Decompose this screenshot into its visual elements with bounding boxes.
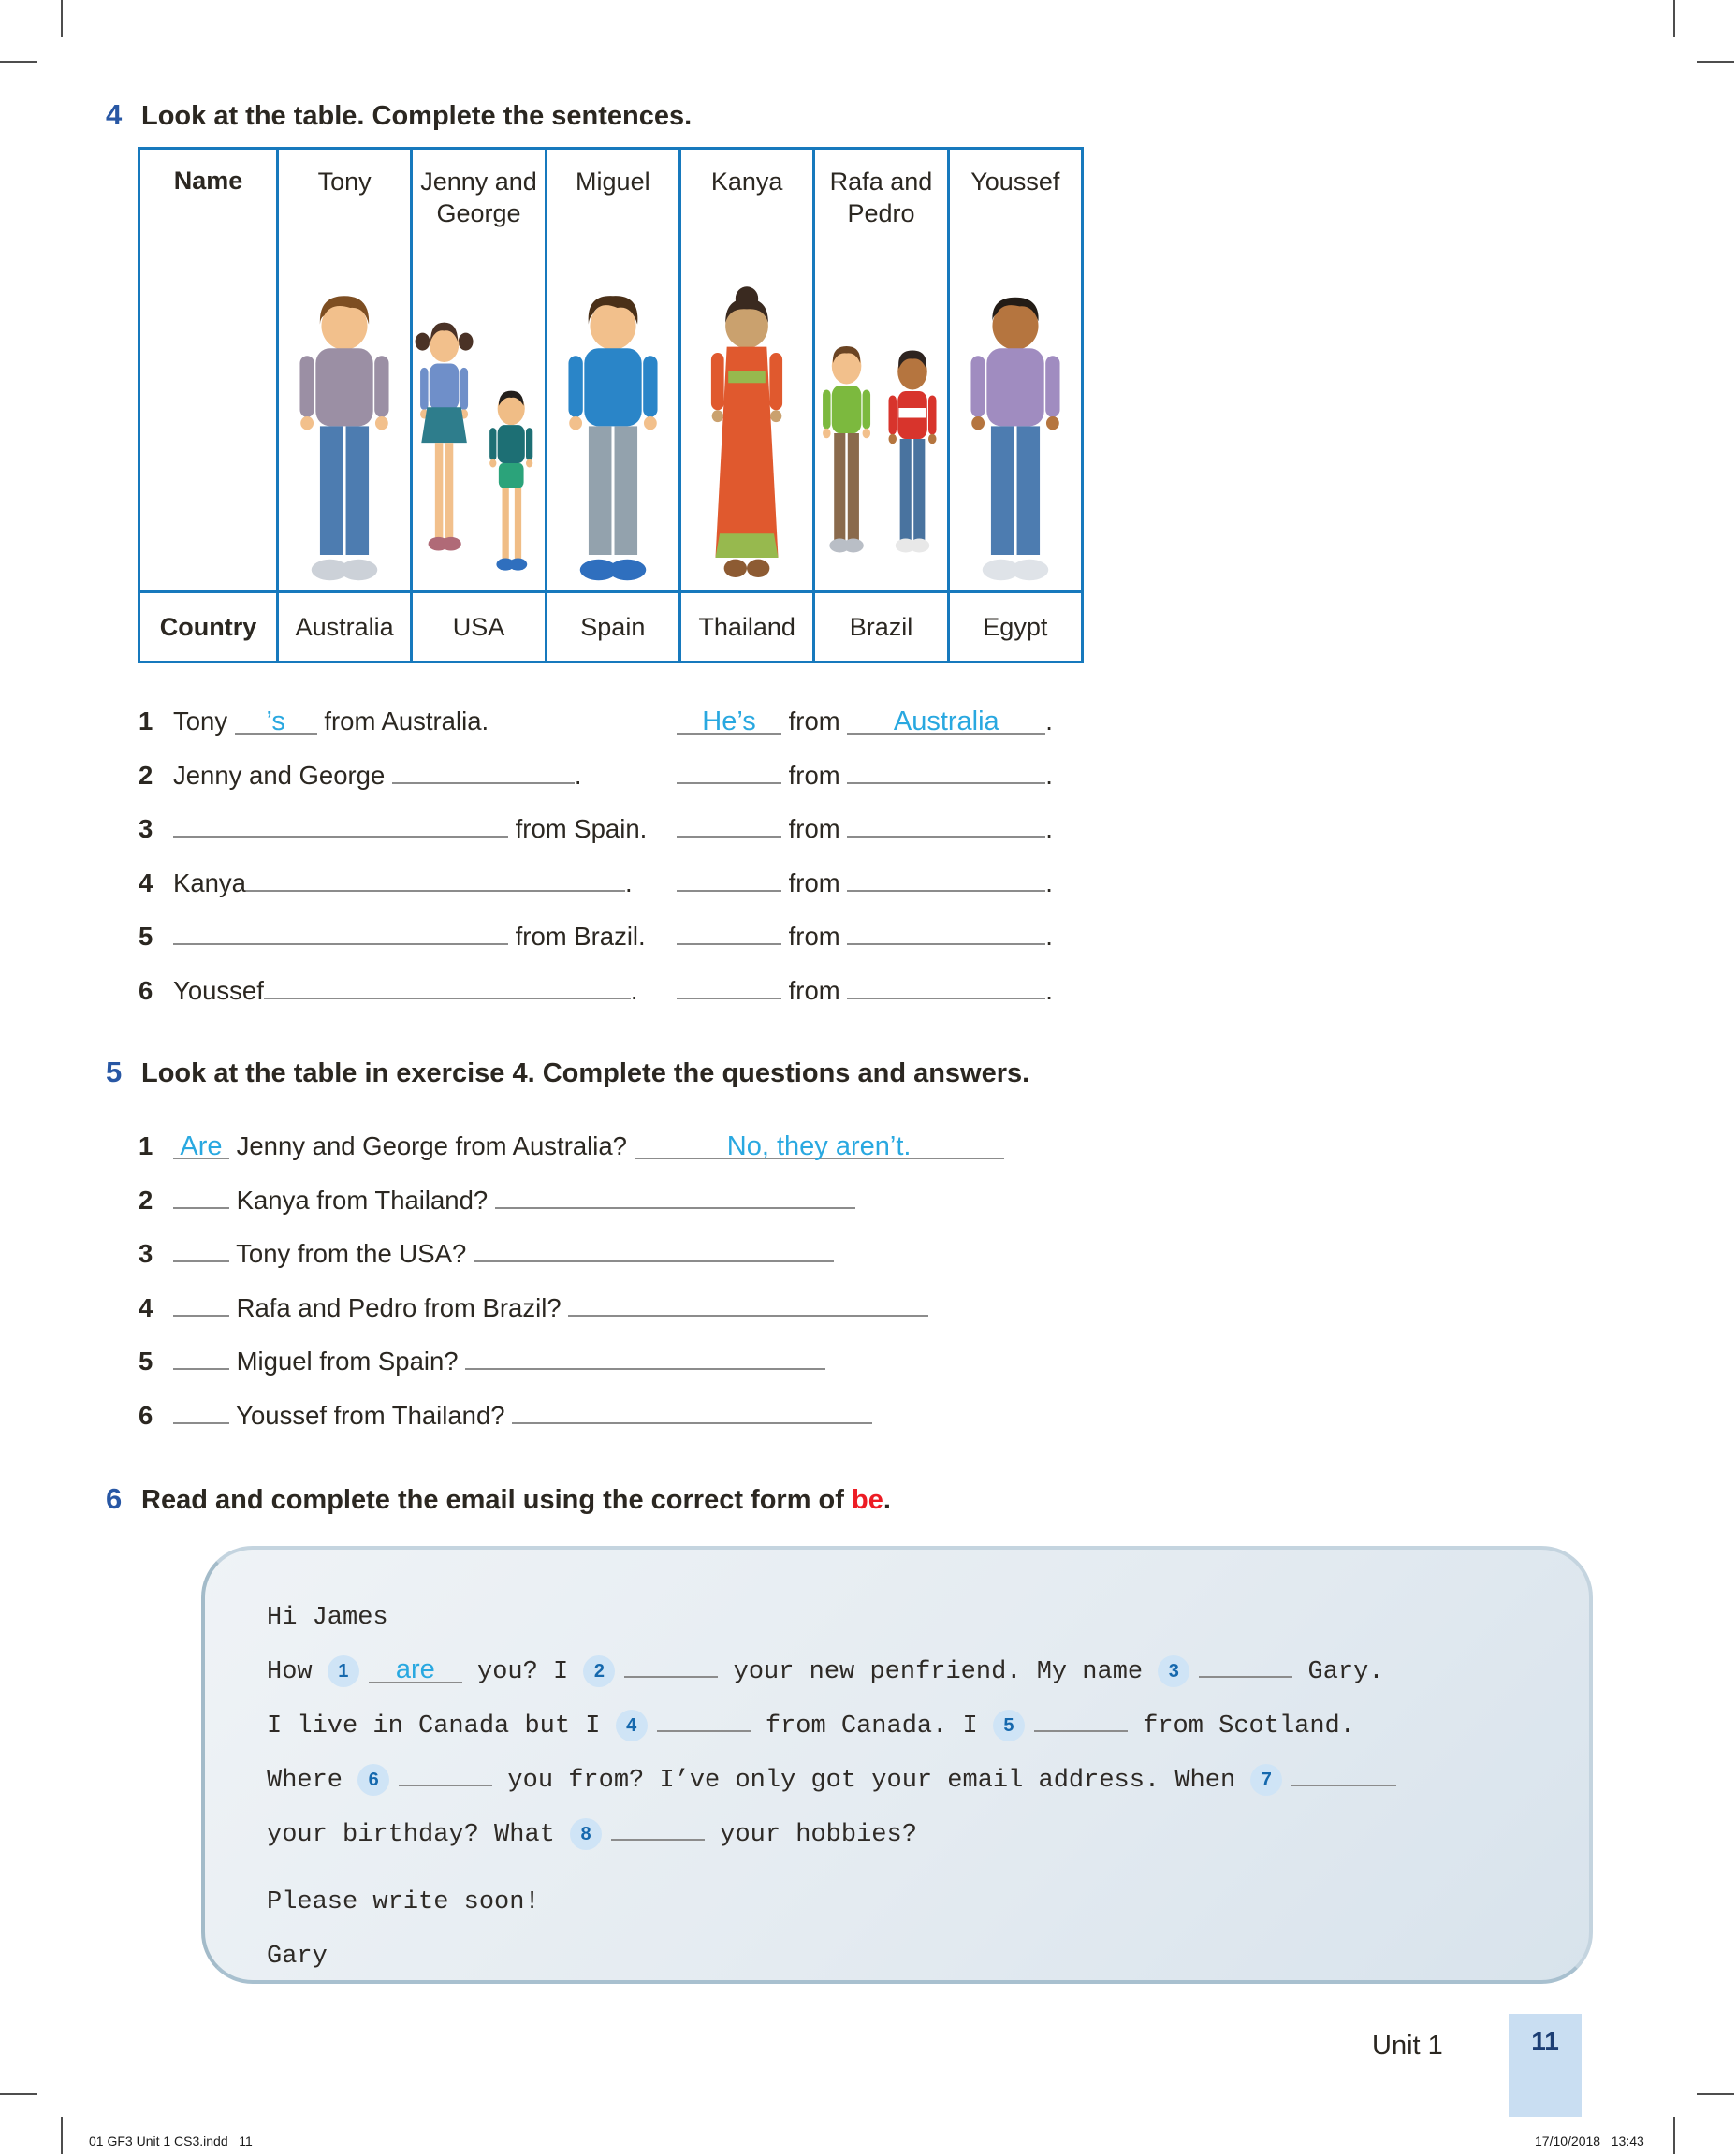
exercise4-number: 4 bbox=[106, 98, 123, 131]
period: . bbox=[630, 975, 638, 1005]
item-number: 4 bbox=[139, 867, 153, 897]
table-cell-youssef bbox=[948, 149, 1082, 592]
sentence-right-part bbox=[677, 749, 1053, 803]
exercise6-heading bbox=[106, 1482, 891, 1516]
ex4-s1-left-blank[interactable]: ’s bbox=[235, 707, 317, 735]
crop-mark bbox=[61, 2117, 63, 2154]
period: . bbox=[1045, 814, 1053, 843]
sentence-text: from Spain. bbox=[515, 814, 648, 843]
crop-mark bbox=[1673, 0, 1675, 37]
gap-7 bbox=[1250, 1767, 1396, 1795]
period: . bbox=[1045, 922, 1053, 951]
ex5-q6-blank[interactable] bbox=[173, 1422, 229, 1424]
gap-3 bbox=[1158, 1658, 1292, 1686]
question-text: Miguel from Spain? bbox=[236, 1347, 459, 1377]
unit-label: Unit 1 bbox=[1372, 2031, 1443, 2061]
ex4-s4-right-blank2[interactable] bbox=[847, 890, 1045, 892]
email-text: I live in Canada but I bbox=[267, 1712, 601, 1741]
ex5-a3-blank[interactable] bbox=[474, 1260, 834, 1262]
ex5-a4-blank[interactable] bbox=[568, 1315, 928, 1317]
email-closing: Please write soon! bbox=[267, 1888, 540, 1916]
gap-5 bbox=[993, 1712, 1128, 1741]
item-number: 3 bbox=[139, 1239, 153, 1269]
crop-mark bbox=[0, 61, 37, 63]
period: . bbox=[574, 760, 582, 790]
email-line-1 bbox=[267, 1645, 1589, 1699]
question-row-3 bbox=[139, 1227, 1636, 1281]
gap-2-number: 2 bbox=[583, 1655, 615, 1687]
gap-4 bbox=[616, 1712, 751, 1741]
exercise6-number: 6 bbox=[106, 1482, 123, 1515]
gap-1 bbox=[328, 1654, 462, 1686]
email-signature: Gary bbox=[267, 1943, 328, 1971]
table-cell-kanya bbox=[679, 149, 813, 592]
ex4-s2-right-blank2[interactable] bbox=[847, 782, 1045, 784]
question-text: Tony from the USA? bbox=[236, 1239, 467, 1269]
gap-6-blank[interactable] bbox=[399, 1785, 492, 1786]
question-row-5 bbox=[139, 1334, 1636, 1389]
exercise5-number: 5 bbox=[106, 1056, 123, 1088]
person-name: Jenny and George bbox=[420, 168, 537, 227]
table-cell-rafa-pedro bbox=[814, 149, 948, 592]
question-text: Kanya from Thailand? bbox=[236, 1185, 489, 1215]
sentence-text: from Brazil. bbox=[515, 922, 646, 951]
question-row-6 bbox=[139, 1389, 1636, 1443]
page-number: 11 bbox=[1531, 2027, 1559, 2056]
ex4-s2-right-blank1[interactable] bbox=[677, 782, 781, 784]
ex5-q1-blank[interactable]: Are bbox=[173, 1132, 229, 1159]
gap-8-number: 8 bbox=[570, 1818, 602, 1850]
crop-mark bbox=[61, 0, 63, 37]
youssef-illustration bbox=[951, 285, 1080, 585]
rafa-and-pedro-illustration bbox=[817, 304, 944, 585]
question-row-2 bbox=[139, 1173, 1636, 1228]
ex5-q5-blank[interactable] bbox=[173, 1368, 229, 1370]
sentence-text: from bbox=[788, 814, 840, 843]
sentence-row-6 bbox=[139, 964, 1636, 1018]
email-text: your new penfriend. My name bbox=[733, 1658, 1144, 1686]
sentence-row-2 bbox=[139, 749, 1636, 803]
period: . bbox=[1045, 760, 1053, 790]
exercise5-title: Look at the table in exercise 4. Complete the questions and answers. bbox=[141, 1058, 1030, 1088]
crop-mark bbox=[1673, 2117, 1675, 2154]
person-name: Youssef bbox=[970, 168, 1060, 196]
jenny-and-george-illustration bbox=[415, 312, 542, 585]
sentence-row-4 bbox=[139, 856, 1636, 910]
ex4-s6-left-blank[interactable] bbox=[264, 998, 631, 999]
sentence-text: from bbox=[788, 867, 840, 897]
ex5-q3-blank[interactable] bbox=[173, 1260, 229, 1262]
gap-2 bbox=[583, 1658, 718, 1686]
person-name: Miguel bbox=[576, 168, 650, 196]
sentence-text: Tony bbox=[173, 707, 228, 736]
question-text: Youssef from Thailand? bbox=[236, 1400, 505, 1430]
gap-6-number: 6 bbox=[357, 1764, 389, 1796]
country-thailand: Thailand bbox=[679, 592, 813, 663]
country-egypt: Egypt bbox=[948, 592, 1082, 663]
email-text: your hobbies? bbox=[720, 1821, 917, 1849]
gap-8-blank[interactable] bbox=[611, 1839, 705, 1841]
ex5-a5-blank[interactable] bbox=[465, 1368, 825, 1370]
item-number: 4 bbox=[139, 1292, 153, 1322]
gap-4-blank[interactable] bbox=[657, 1730, 751, 1732]
item-number: 1 bbox=[139, 1131, 153, 1160]
period: . bbox=[1045, 975, 1053, 1005]
exercise4-heading bbox=[106, 98, 692, 132]
item-number: 6 bbox=[139, 975, 153, 1005]
ex4-s5-right-blank2[interactable] bbox=[847, 943, 1045, 945]
sentence-text: Jenny and George bbox=[173, 760, 386, 790]
item-number: 6 bbox=[139, 1400, 153, 1430]
sentence-right-part bbox=[677, 802, 1053, 856]
gap-1-blank[interactable]: are bbox=[369, 1655, 462, 1683]
ex4-s3-left-blank[interactable] bbox=[173, 836, 508, 838]
email-greeting: Hi James bbox=[267, 1604, 388, 1632]
ex4-s3-right-blank1[interactable] bbox=[677, 836, 781, 838]
ex4-s6-right-blank2[interactable] bbox=[847, 998, 1045, 999]
tony-illustration bbox=[280, 285, 409, 585]
item-number: 2 bbox=[139, 1185, 153, 1215]
ex4-s6-right-blank1[interactable] bbox=[677, 998, 781, 999]
sentence-text: Youssef bbox=[173, 975, 264, 1005]
gap-3-number: 3 bbox=[1158, 1655, 1189, 1687]
crop-mark bbox=[1697, 61, 1734, 63]
email-text: from Scotland. bbox=[1143, 1712, 1355, 1741]
exercise6-title: Read and complete the email using the correct form of be. bbox=[141, 1485, 891, 1515]
sentence-text: from bbox=[788, 975, 840, 1005]
sentence-row-1 bbox=[139, 694, 1636, 749]
question-row-4 bbox=[139, 1281, 1636, 1335]
crop-mark bbox=[0, 2093, 37, 2095]
period: . bbox=[624, 867, 633, 897]
sentence-right-part bbox=[677, 856, 1053, 910]
ex5-q2-blank[interactable] bbox=[173, 1207, 229, 1209]
question-text: Jenny and George from Australia? bbox=[236, 1131, 627, 1160]
table-cell-miguel bbox=[546, 149, 679, 592]
question-text: Rafa and Pedro from Brazil? bbox=[236, 1292, 562, 1322]
table-cell-tony bbox=[278, 149, 412, 592]
email-text: Where bbox=[267, 1767, 343, 1795]
item-number: 5 bbox=[139, 1347, 153, 1377]
person-name: Kanya bbox=[710, 168, 783, 196]
miguel-illustration bbox=[548, 285, 678, 585]
person-name: Rafa and Pedro bbox=[829, 168, 933, 227]
sentence-row-5 bbox=[139, 910, 1636, 964]
sentence-text: from bbox=[788, 760, 840, 790]
email-text: you from? I’ve only got your email address. When bbox=[507, 1767, 1236, 1795]
gap-4-number: 4 bbox=[616, 1710, 648, 1741]
ex4-s5-right-blank1[interactable] bbox=[677, 943, 781, 945]
sentence-text: from Australia. bbox=[324, 707, 489, 736]
sentence-text: from bbox=[788, 922, 840, 951]
email-text: from Canada. I bbox=[765, 1712, 978, 1741]
gap-5-number: 5 bbox=[993, 1710, 1025, 1741]
ex4-s3-right-blank2[interactable] bbox=[847, 836, 1045, 838]
question-row-1 bbox=[139, 1119, 1636, 1173]
exercise5-items bbox=[139, 1119, 1636, 1443]
person-name: Tony bbox=[317, 168, 372, 196]
imprint-filename: 01 GF3 Unit 1 CS3.indd 11 bbox=[89, 2134, 253, 2149]
email-box bbox=[201, 1546, 1593, 1984]
email-text: you? I bbox=[477, 1658, 569, 1686]
item-number: 1 bbox=[139, 707, 153, 736]
ex4-s1-right-blank1[interactable]: He’s bbox=[677, 707, 781, 735]
exercise4-sentences bbox=[139, 694, 1636, 1017]
sentence-text: from bbox=[788, 707, 840, 736]
ex5-q4-blank[interactable] bbox=[173, 1315, 229, 1317]
email-line-4 bbox=[267, 1808, 1589, 1862]
gap-7-blank[interactable] bbox=[1291, 1785, 1396, 1786]
gap-3-blank[interactable] bbox=[1199, 1676, 1292, 1678]
ex5-a6-blank[interactable] bbox=[512, 1422, 872, 1424]
ex4-s1-right-blank2[interactable]: Australia bbox=[847, 707, 1045, 735]
email-text: How bbox=[267, 1658, 313, 1686]
ex4-s5-left-blank[interactable] bbox=[173, 943, 508, 945]
ex5-a2-blank[interactable] bbox=[495, 1207, 855, 1209]
table-cell-jenny-george bbox=[412, 149, 546, 592]
sentence-row-3 bbox=[139, 802, 1636, 856]
kanya-illustration bbox=[687, 284, 807, 585]
sentence-right-part bbox=[677, 964, 1053, 1018]
email-line-2 bbox=[267, 1699, 1589, 1754]
email-text: your birthday? What bbox=[267, 1821, 555, 1849]
ex5-a1-blank[interactable]: No, they aren’t. bbox=[635, 1132, 1004, 1159]
gap-1-number: 1 bbox=[328, 1655, 359, 1687]
gap-2-blank[interactable] bbox=[624, 1676, 718, 1678]
gap-8 bbox=[570, 1821, 705, 1849]
email-text: Gary. bbox=[1307, 1658, 1384, 1686]
country-brazil: Brazil bbox=[814, 592, 948, 663]
gap-7-number: 7 bbox=[1250, 1764, 1282, 1796]
gap-6 bbox=[357, 1767, 492, 1795]
exercise4-title: Look at the table. Complete the sentences. bbox=[141, 101, 693, 131]
country-usa: USA bbox=[412, 592, 546, 663]
sentence-text: Kanya bbox=[173, 867, 246, 897]
ex4-s2-left-blank[interactable] bbox=[392, 782, 575, 784]
period: . bbox=[1045, 707, 1053, 736]
crop-mark bbox=[1697, 2093, 1734, 2095]
sentence-right-part bbox=[677, 910, 1053, 964]
exercise5-heading bbox=[106, 1056, 1029, 1089]
gap-5-blank[interactable] bbox=[1034, 1730, 1128, 1732]
page-number-tab bbox=[1509, 2014, 1582, 2117]
imprint-datetime: 17/10/2018 13:43 bbox=[1535, 2134, 1644, 2149]
sentence-right-part bbox=[677, 694, 1053, 749]
ex4-s4-right-blank1[interactable] bbox=[677, 890, 781, 892]
item-number: 3 bbox=[139, 814, 153, 843]
table-name-header: Name bbox=[139, 149, 278, 592]
email-line-3 bbox=[267, 1754, 1589, 1808]
country-australia: Australia bbox=[278, 592, 412, 663]
people-table bbox=[138, 147, 1084, 663]
item-number: 2 bbox=[139, 760, 153, 790]
period: . bbox=[1045, 867, 1053, 897]
be-highlight: be bbox=[851, 1485, 883, 1515]
ex4-s4-left-blank[interactable] bbox=[246, 890, 625, 892]
country-spain: Spain bbox=[546, 592, 679, 663]
item-number: 5 bbox=[139, 922, 153, 951]
table-country-header: Country bbox=[139, 592, 278, 663]
